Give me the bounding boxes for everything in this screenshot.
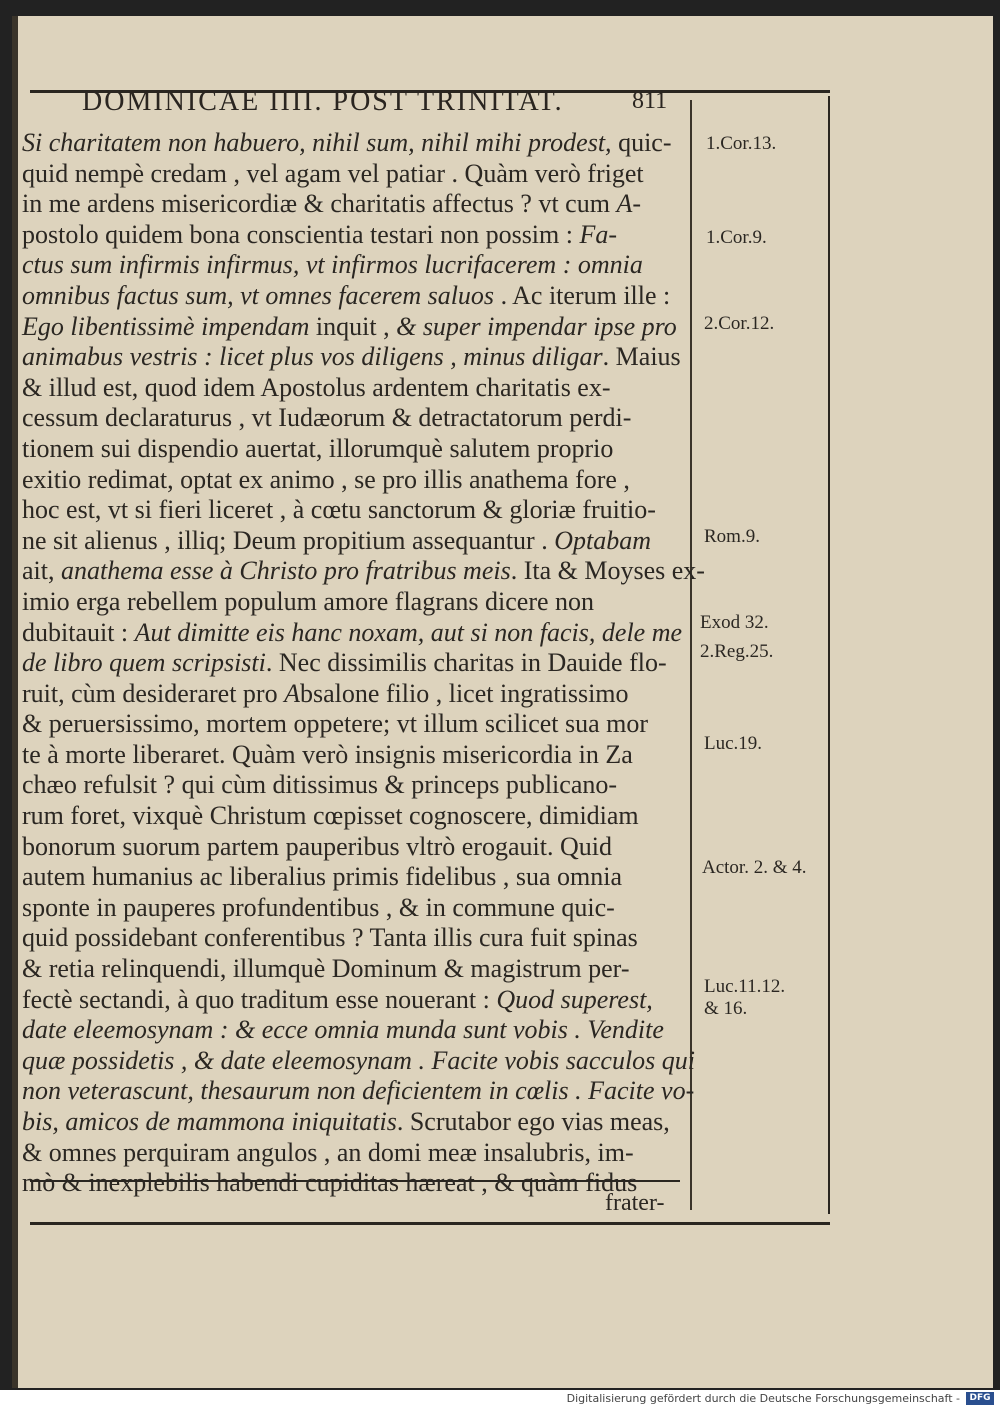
text-line [22,312,682,343]
text-line [22,587,682,618]
text-run: . Nec dissimilis charitas in Dauide flo- [265,648,667,678]
text-run: chæo refulsit ? qui cùm ditissimus & princeps publicano- [22,770,618,800]
margin-note: Exod 32. [700,612,769,633]
text-line [22,862,682,893]
text-run: ne sit alienus , illiq; Deum propitium assequantur . [22,525,555,555]
margin-note: 1.Cor.13. [706,133,777,154]
italic-quotation: Fa- [579,219,618,249]
italic-quotation: Aut dimitte eis hanc noxam, aut si non facis, dele me [134,617,683,647]
text-run: inquit , [309,311,397,341]
body-text [22,128,705,1199]
text-run: tionem sui dispendio auertat, illorumquè salutem proprio [22,433,614,463]
text-line [22,648,682,679]
text-line [22,709,682,740]
text-line [22,985,682,1016]
text-line [22,342,682,373]
dfg-logo: DFG [966,1392,994,1405]
text-run: ait, [22,556,61,586]
text-line [22,618,682,649]
text-line [22,923,682,954]
italic-quotation: date eleemosynam : & ecce omnia munda sunt vobis . Vendite [22,1015,664,1045]
text-line [22,495,682,526]
text-line [22,403,682,434]
text-line [22,740,682,771]
text-run: mò & inexplebilis habendi cupiditas hæreat , & quàm fidus [22,1168,638,1198]
text-run: cessum declaraturus , vt Iudæorum & detractatorum perdi- [22,403,632,433]
text-line [22,465,682,496]
italic-quotation: animabus vestris : licet plus vos diligens , minus diligar [22,342,603,372]
text-run: imio erga rebellem populum amore flagrans dicere non [22,586,595,616]
text-run: quid nempè credam , vel agam vel patiar . Quàm verò friget [22,158,644,188]
italic-quotation: Ego libentissimè impendam [22,311,310,341]
text-run: ruit, cùm desideraret pro [22,678,285,708]
text-line [22,832,682,863]
text-run: postolo quidem bona conscientia testari non possim : [22,219,580,249]
text-line [22,893,682,924]
text-run: & illud est, quod idem Apostolus ardentem charitatis ex- [22,372,611,402]
text-run: & omnes perquiram angulos , an domi meæ insalubris, im- [22,1137,634,1167]
text-run: te à morte liberaret. Quàm verò insignis misericordia in Za [22,739,633,769]
text-run: . Maius [602,342,681,372]
margin-note: Rom.9. [704,526,760,547]
text-line [22,679,682,710]
text-line [22,1168,682,1199]
text-run: & retia relinquendi, illumquè Dominum & magistrum per- [22,954,630,984]
text-run: quic- [611,128,672,157]
margin-note: Luc.11.12. [704,976,786,997]
text-line [22,1045,696,1077]
text-line [22,373,682,404]
bottom-rule [30,1222,830,1225]
text-run: bonorum suorum partem pauperibus vltrò erogauit. Quid [22,831,612,861]
margin-divider [690,100,692,1210]
text-line [22,556,705,587]
text-run: bsalone filio , licet ingratissimo [299,678,629,708]
text-line [22,189,682,220]
italic-quotation: ctus sum infirmis infirmus, vt infirmos lucrifacerem : omnia [22,250,643,280]
text-line [22,434,682,465]
funding-credit: Digitalisierung gefördert durch die Deutsche Forschungsgemeinschaft - [566,1392,960,1405]
margin-note: Actor. 2. & 4. [702,857,807,878]
italic-quotation: non veterascunt, thesaurum non deficientem in cœlis . Facite vo- [22,1076,695,1106]
text-line [22,526,682,557]
italic-quotation: omnibus factus sum, vt omnes facerem saluos [22,280,495,310]
right-column-rule [828,96,830,1214]
text-run: . Ita & Moyses ex- [510,556,705,586]
text-line [22,1015,682,1046]
text-line [22,250,682,281]
text-run: . Scrutabor ego vias meas, [396,1107,670,1136]
text-run: dubitauit : [22,617,135,647]
text-run: fectè sectandi, à quo traditum esse nouerant : [22,984,497,1014]
margin-note: 2.Cor.12. [704,313,775,334]
italic-quotation: anathema esse à Christo pro fratribus meis [61,556,511,586]
italic-quotation: A- [616,189,641,219]
text-line [22,1107,682,1138]
text-line [22,281,682,312]
text-run: & peruersissimo, mortem oppetere; vt illum scilicet sua mor [22,709,649,739]
text-run: quid possidebant conferentibus ? Tanta illis cura fuit spinas [22,923,638,953]
text-run: hoc est, vt si fieri liceret , à cœtu sanctorum & gloriæ fruitio- [22,495,656,525]
text-line [22,954,682,985]
italic-quotation: bis, amicos de mammona iniquitatis [22,1107,397,1136]
margin-note: 2.Reg.25. [700,641,774,662]
italic-quotation: Quod superest, [496,984,653,1014]
text-line [22,159,682,190]
italic-quotation: & super impendar ipse pro [396,311,677,341]
text-run: sponte in pauperes profundentibus , & in commune quic- [22,892,615,922]
text-line [22,1076,695,1107]
text-line [22,128,682,159]
italic-quotation: Optabam [554,525,651,555]
running-title: DOMINICAE IIII. POST TRINITAT. [82,86,564,117]
text-run: autem humanius ac liberalius primis fidelibus , sua omnia [22,862,623,892]
text-run: rum foret, vixquè Christum cœpisset cognoscere, dimidiam [22,801,639,831]
margin-note: 1.Cor.9. [706,227,767,248]
italic-quotation: A [284,678,300,708]
page-number: 811 [632,88,668,114]
margin-note: Luc.19. [704,733,763,754]
margin-note: & 16. [704,998,748,1019]
text-line [22,1138,682,1169]
text-run: . Ac iterum ille : [494,280,671,310]
text-run: in me ardens misericordiæ & charitatis affectus ? vt cum [22,189,617,219]
text-line [22,801,682,832]
text-line [22,220,682,251]
footer-bar [0,1390,1000,1409]
text-run: exitio redimat, optat ex animo , se pro illis anathema fore , [22,464,630,494]
catchword: frater- [605,1190,665,1216]
italic-quotation: Si charitatem non habuero, nihil sum, nihil mihi prodest, [22,128,612,157]
italic-quotation: quæ possidetis , & date eleemosynam . Facite vobis sacculos qui [22,1045,696,1075]
italic-quotation: de libro quem scripsisti [22,648,266,678]
text-line [22,770,682,801]
